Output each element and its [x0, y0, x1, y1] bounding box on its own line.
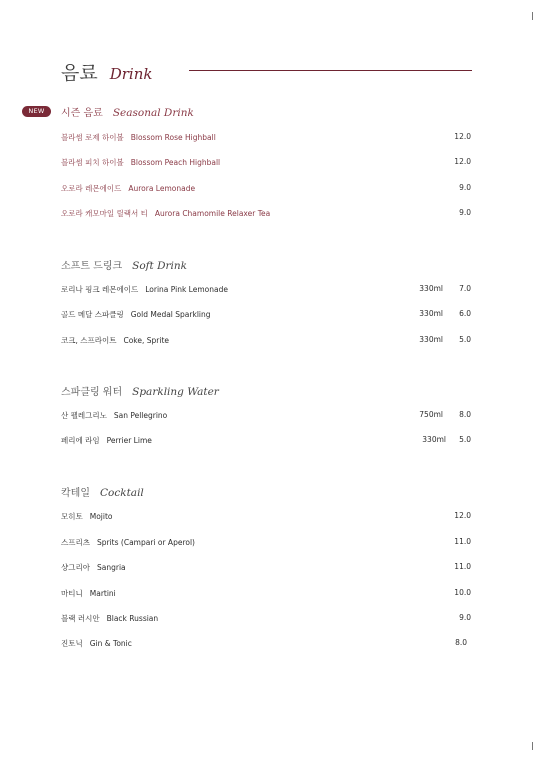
section-heading-kr: 스파클링 워터: [61, 387, 123, 398]
item-name-kr: 모히토: [61, 512, 83, 521]
item-name-en: Aurora Lemonade: [128, 184, 196, 193]
menu-item: [61, 537, 471, 549]
item-name-en: Sangria: [96, 563, 126, 572]
section-heading-en: Sparkling Water: [132, 386, 219, 398]
item-name-kr: 페리에 라임: [61, 436, 100, 445]
item-price: 6.0: [459, 309, 471, 318]
item-name-en: Black Russian: [106, 614, 159, 623]
item-name-kr: 로리나 핑크 레몬에이드: [61, 285, 139, 294]
item-volume: 330ml: [419, 335, 443, 344]
item-price: 7.0: [459, 284, 471, 293]
menu-item: [61, 132, 471, 144]
item-price: 10.0: [454, 588, 471, 597]
section-heading-kr: 시즌 음료: [61, 108, 103, 119]
section-heading-en: Soft Drink: [132, 260, 188, 272]
item-name-kr: 마티니: [61, 589, 83, 598]
item-name-kr: 진토닉: [61, 639, 83, 648]
item-name-kr: 샹그리아: [61, 563, 90, 572]
item-name-en: Sprits (Campari or Aperol): [96, 538, 195, 547]
menu-item: [61, 511, 471, 523]
item-name-kr: 블라썸 피치 하이볼: [61, 158, 124, 167]
item-name-kr: 블랙 러시안: [61, 614, 100, 623]
section-heading-cocktail: [61, 484, 144, 499]
menu-title: [61, 58, 152, 85]
item-price: 11.0: [454, 562, 471, 571]
item-price: 12.0: [454, 132, 471, 141]
menu-item: [61, 208, 471, 220]
menu-item: [61, 183, 471, 195]
item-volume: 750ml: [419, 410, 443, 419]
section-heading-kr: 칵테일: [61, 488, 90, 499]
item-price: 8.0: [459, 410, 471, 419]
item-name-en: Aurora Chamomile Relaxer Tea: [154, 209, 271, 218]
item-volume: 330ml: [422, 435, 446, 444]
menu-item: [61, 562, 471, 574]
section-heading-en: Cocktail: [99, 487, 144, 499]
item-name-kr: 블라썸 로제 하이볼: [61, 133, 124, 142]
item-name-en: Gold Medal Sparkling: [130, 310, 211, 319]
item-name-kr: 골드 메달 스파클링: [61, 310, 124, 319]
section-heading-sparkling-water: [61, 383, 219, 398]
new-badge: NEW: [22, 106, 51, 117]
item-name-en: Blossom Peach Highball: [130, 158, 221, 167]
item-price: 9.0: [459, 183, 471, 192]
menu-item: [61, 335, 471, 347]
crop-mark-top: [532, 12, 533, 20]
item-name-kr: 오로라 캐모마일 릴랙서 티: [61, 209, 148, 218]
item-name-en: Gin & Tonic: [89, 639, 132, 648]
item-name-en: Blossom Rose Highball: [130, 133, 216, 142]
section-heading-en: Seasonal Drink: [112, 107, 194, 119]
item-volume: 330ml: [419, 309, 443, 318]
item-price: 8.0: [455, 638, 467, 647]
menu-item: [61, 410, 471, 422]
item-name-kr: 코크, 스프라이트: [61, 336, 117, 345]
item-name-kr: 오로라 레몬에이드: [61, 184, 122, 193]
menu-item: [61, 309, 471, 321]
section-heading-kr: 소프트 드링크: [61, 261, 123, 272]
menu-item: [61, 157, 471, 169]
item-name-kr: 스프리츠: [61, 538, 90, 547]
item-price: 11.0: [454, 537, 471, 546]
item-price: 9.0: [459, 208, 471, 217]
menu-title-en: Drink: [109, 65, 153, 83]
item-price: 12.0: [454, 511, 471, 520]
item-name-en: Lorina Pink Lemonade: [145, 285, 228, 294]
item-name-en: San Pellegrino: [113, 411, 168, 420]
menu-item: [61, 284, 471, 296]
item-name-en: Coke, Sprite: [123, 336, 170, 345]
item-name-en: Perrier Lime: [106, 436, 152, 445]
item-name-kr: 산 펠레그리노: [61, 411, 107, 420]
menu-item: [61, 638, 471, 650]
menu-item: [61, 588, 471, 600]
item-volume: 330ml: [419, 284, 443, 293]
title-divider: [189, 70, 472, 71]
menu-item: [61, 435, 471, 447]
item-name-en: Mojito: [89, 512, 113, 521]
menu-title-kr: 음료: [61, 62, 98, 84]
item-price: 9.0: [459, 613, 471, 622]
section-heading-seasonal: [61, 104, 194, 119]
item-price: 12.0: [454, 157, 471, 166]
item-name-en: Martini: [89, 589, 116, 598]
section-heading-soft-drink: [61, 257, 187, 272]
menu-item: [61, 613, 471, 625]
crop-mark-bottom: [532, 742, 533, 750]
item-price: 5.0: [459, 435, 471, 444]
item-price: 5.0: [459, 335, 471, 344]
